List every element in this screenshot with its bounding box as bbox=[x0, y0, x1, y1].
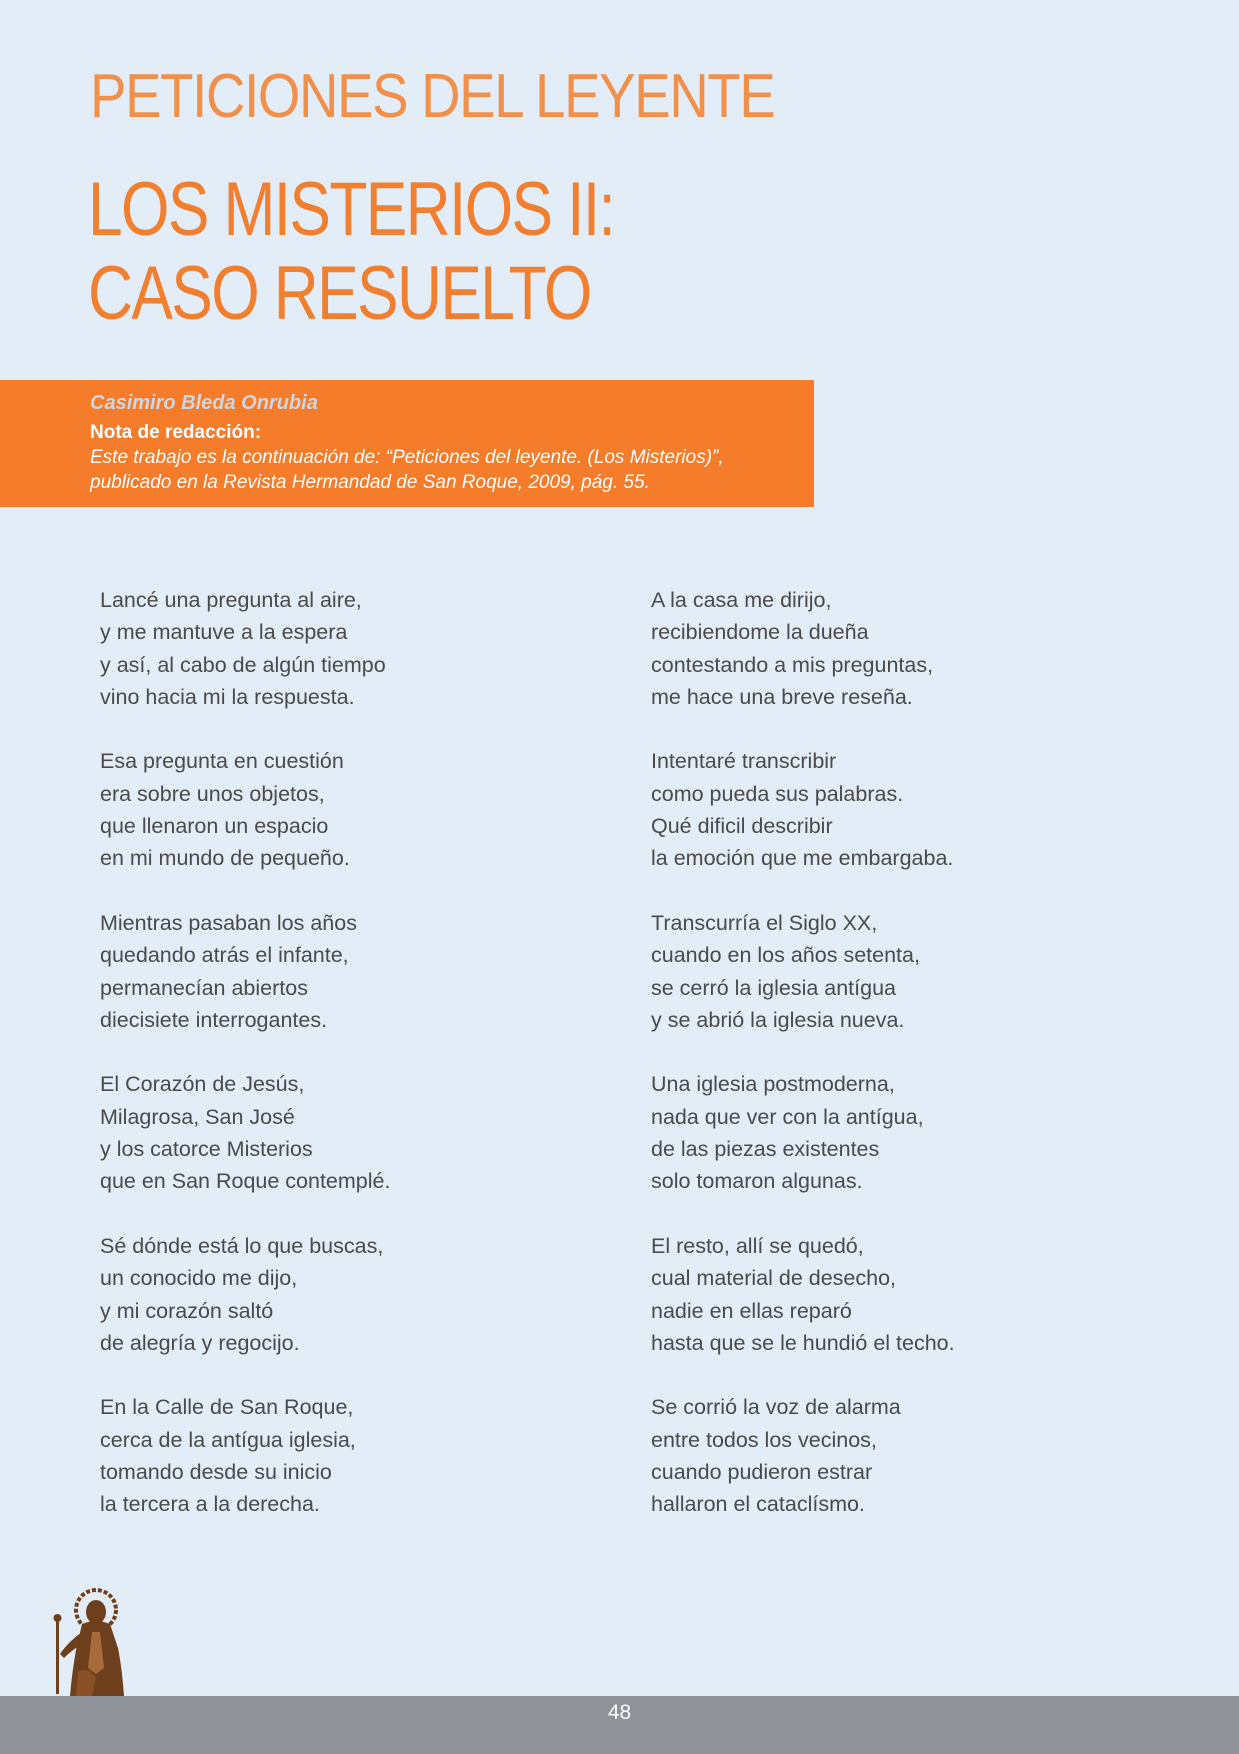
poem-line: A la casa me dirijo, bbox=[651, 588, 832, 612]
poem-line: y los catorce Misterios bbox=[100, 1137, 313, 1162]
poem-line: cuando en los años setenta, bbox=[651, 943, 920, 968]
poem-line: En la Calle de San Roque, bbox=[100, 1395, 354, 1420]
poem-line: tomando desde su inicio bbox=[100, 1460, 332, 1485]
poem-line: Se corrió la voz de alarma bbox=[651, 1395, 901, 1420]
poem-line: que en San Roque contemplé. bbox=[100, 1169, 391, 1194]
poem-line: El resto, allí se quedó, bbox=[651, 1233, 864, 1258]
poem-line: un conocido me dijo, bbox=[100, 1266, 298, 1291]
poem-line: contestando a mis preguntas, bbox=[651, 652, 934, 677]
poem-line: Qué dificil describir bbox=[651, 814, 833, 839]
stanza bbox=[651, 907, 955, 1036]
stanza bbox=[100, 745, 390, 874]
poem-line: El Corazón de Jesús, bbox=[100, 1072, 305, 1097]
poem-line: solo tomaron algunas. bbox=[651, 1169, 863, 1194]
stanza bbox=[100, 584, 390, 713]
stanza bbox=[100, 907, 390, 1036]
poem-line: se cerró la iglesia antígua bbox=[651, 975, 897, 1000]
poem-line: cerca de la antígua iglesia, bbox=[100, 1427, 356, 1452]
poem-line: hallaron el cataclísmo. bbox=[651, 1492, 865, 1517]
author-name: Casimiro Bleda Onrubia bbox=[90, 392, 318, 414]
poem-line: era sobre unos objetos, bbox=[100, 781, 325, 806]
poem-line: y me mantuve a la espera bbox=[100, 620, 348, 645]
note-text bbox=[90, 445, 814, 495]
saint-roque-figure-icon bbox=[52, 1588, 132, 1696]
poem-line: Milagrosa, San José bbox=[100, 1104, 295, 1129]
stanza bbox=[651, 584, 955, 713]
article-title-line-1: LOS MISTERIOS II: bbox=[88, 167, 615, 252]
poem-line: me hace una breve reseña. bbox=[651, 684, 913, 709]
poem-line: diecisiete interrogantes. bbox=[100, 1007, 328, 1032]
poem-line: Sé dónde está lo que buscas, bbox=[100, 1233, 384, 1258]
poem-line: la emoción que me embargaba. bbox=[651, 846, 954, 871]
poem-line: Transcurría el Siglo XX, bbox=[651, 910, 878, 935]
poem-column-left bbox=[100, 584, 390, 1553]
poem-line: cual material de desecho, bbox=[651, 1266, 897, 1291]
poem-line: Mientras pasaban los años bbox=[100, 910, 357, 935]
poem-line: la tercera a la derecha. bbox=[100, 1492, 320, 1517]
stanza bbox=[651, 1068, 955, 1197]
poem-line: de alegría y regocijo. bbox=[100, 1330, 300, 1355]
stanza bbox=[651, 1391, 955, 1520]
poem-line: como pueda sus palabras. bbox=[651, 781, 904, 806]
poem-line: y así, al cabo de algún tiempo bbox=[100, 652, 386, 677]
stanza bbox=[100, 1068, 390, 1197]
page-number: 48 bbox=[607, 1701, 632, 1724]
poem-line: en mi mundo de pequeño. bbox=[100, 846, 350, 871]
poem-line: vino hacia mi la respuesta. bbox=[100, 684, 355, 709]
article-title bbox=[88, 168, 614, 336]
stanza bbox=[100, 1230, 390, 1359]
note-label: Nota de redacción: bbox=[90, 422, 262, 443]
poem-line: Esa pregunta en cuestión bbox=[100, 749, 344, 774]
poem-line: entre todos los vecinos, bbox=[651, 1427, 877, 1452]
poem-column-right bbox=[651, 584, 955, 1553]
article-title-line-2: CASO RESUELTO bbox=[88, 251, 591, 336]
poem-line: y se abrió la iglesia nueva. bbox=[651, 1007, 905, 1032]
section-title: PETICIONES DEL LEYENTE bbox=[90, 62, 775, 131]
poem-line: nada que ver con la antígua, bbox=[651, 1104, 924, 1129]
note-text-line: Este trabajo es la continuación de: “Peticiones del leyente. (Los Misterios)”, bbox=[90, 447, 724, 468]
poem-line: hasta que se le hundió el techo. bbox=[651, 1330, 955, 1355]
poem-line: cuando pudieron estrar bbox=[651, 1460, 873, 1485]
poem-line: de las piezas existentes bbox=[651, 1137, 880, 1162]
stanza bbox=[651, 745, 955, 874]
poem-line: Lancé una pregunta al aire, bbox=[100, 588, 362, 612]
poem-line: Una iglesia postmoderna, bbox=[651, 1072, 895, 1097]
poem-line: nadie en ellas reparó bbox=[651, 1298, 852, 1323]
poem-line: recibiendome la dueña bbox=[651, 620, 869, 645]
poem-line: quedando atrás el infante, bbox=[100, 943, 349, 968]
poem-line: Intentaré transcribir bbox=[651, 749, 837, 774]
stanza bbox=[100, 1391, 390, 1520]
poem-line: que llenaron un espacio bbox=[100, 814, 329, 839]
poem-line: y mi corazón saltó bbox=[100, 1298, 274, 1323]
poem-line: permanecían abiertos bbox=[100, 975, 308, 1000]
editorial-banner bbox=[0, 380, 814, 507]
note-text-line: publicado en la Revista Hermandad de San Roque, 2009, pág. 55. bbox=[90, 472, 650, 493]
stanza bbox=[651, 1230, 955, 1359]
